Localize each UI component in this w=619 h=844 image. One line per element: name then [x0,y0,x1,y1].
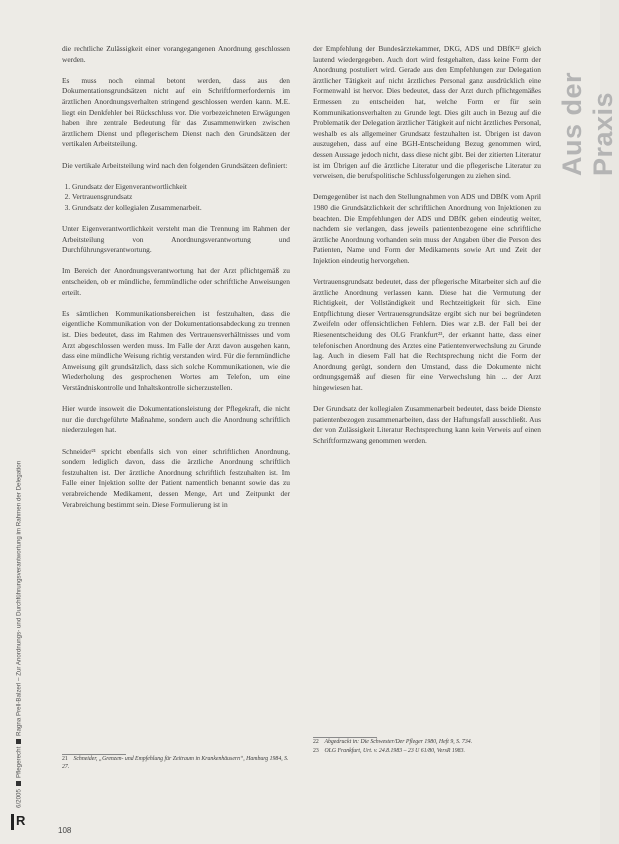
separator-square-icon [17,781,22,786]
issue-number: 6/2005 [15,789,23,808]
list-item: 2. Vertrauensgrundsatz [72,192,290,203]
journal-logo-icon [11,812,28,832]
paragraph: Im Bereich der Anordnungsverantwortung hat der Arzt pflichtgemäß zu entscheiden, ob er mündliche, fernmündliche oder schriftliche Anweisungen erteilt. [62,266,290,297]
footnote-divider [62,754,126,755]
paragraph: Unter Eigenverantwortlichkeit versteht man die Trennung im Rahmen der Arbeitsteilung von Anordnungsverantwortung und Durchführungsverantwortung. [62,224,290,255]
footnote-text: Schneider, „Grenzen- und Empfehlung für Zeitraum in Krankenhäusern“, Hamburg 1984, S. 27. [62,756,289,770]
footnote-text: Abgedruckt in: Die Schwester/Der Pfleger 1980, Heft 9, S. 734. [324,739,473,745]
separator-square-icon [17,739,22,744]
footnote-number: 22 [313,739,319,745]
footnote [313,748,541,756]
paragraph: Vertrauensgrundsatz bedeutet, dass der pflegerische Mitarbeiter sich auf die ärztliche Anordnung verlassen kann. Diese hat die Vermutung der Richtigkeit, der Vollständigkeit und Rechtzeitigkeit für sich. Eine Entpflichtung dieser Vertrauensgrundsätze ergibt sich nur bei begründeten Zweifeln oder offensichtlichen Fehlern. Dies war z.B. der Fall bei der Riesenentscheidung des OLG Frankfurt²³, der erkannt hatte, dass einer telefonischen Anordnung des Arztes eine Patientenverwechslung zu Grunde lag. Auch in diesem Fall hat die Rechtsprechung nicht die Form der Anordnung gerügt, sondern den Umstand, dass die Dokumente nicht ordnungsgemäß auf diesen für eine Verwechslung hin ... der Arzt hingewiesen hat. [313,277,541,392]
page-number: 108 [58,826,72,835]
left-column [62,44,290,521]
footnote-text: OLG Frankfurt, Urt. v. 24.8.1983 – 23 U 61/80, VersR 1983. [324,747,465,754]
journal-name: Pflegerecht [15,746,23,779]
footnote [313,739,541,747]
right-column [313,44,541,457]
paragraph: die rechtliche Zulässigkeit einer vorangegangenen Anordnung geschlossen werden. [62,44,290,64]
footnote-number: 23 [313,747,319,754]
paragraph: Die vertikale Arbeitsteilung wird nach den folgenden Grundsätzen definiert: [62,160,288,170]
list-item: 1. Grundsatz der Eigenverantwortlichkeit [72,182,290,193]
paragraph: Es sämtlichen Kommunikationsbereichen ist festzuhalten, dass die eigentliche Kommunikation von der Dokumentationsabdeckung zu trennen ist. Dies bedeutet, dass im Rahmen des Vertrauensverhältnisses und vom Arzt abgeschlossen werden muss. Im Falle der Arzt davon ausgehen kann, dass eine mündliche Weisung richtig verstanden wird. Für die fernmündliche Anweisung gilt grundsätzlich, dass sich solche Kommunikationen, wie die Wiederholung des gesprochenen Wortes am Telefon, um eine Verständniskontrolle und Inhaltskontrolle sicherzustellen. [62,308,290,392]
running-footer [12,424,26,808]
principles-list [62,182,290,214]
article-reference: Ragna Prell-Balzerl – Zur Anordnungs- und Durchführungsverantwortung im Rahmen der Delegation [15,460,23,736]
footnote [62,756,290,771]
footnote-divider [313,737,377,738]
paragraph: Demgegenüber ist nach den Stellungnahmen von ADS und DBfK vom April 1980 die Grundsätzlichkeit der schriftlichen Anordnung von Injektionen zu beachten. Die Empfehlungen der ADS und DBfK gehen eindeutig weiter, nachdem sie verlangen, dass jeweils patientenbezogene eine schriftliche ärztliche Anordnung vorhanden sein muss der Angaben über die Person des Patienten, Name und Form der Medikaments sowie Art und Zeit der Injektion eindeutig hervorgehen. [313,192,541,265]
footnotes-right [313,737,541,756]
paragraph: Schneider²¹ spricht ebenfalls sich von einer schriftlichen Anordnung, sondern lediglich davon, dass die ärztliche Anordnung schriftlich festzuhalten ist. Der ärztliche Anordnung schriftlich festzuhalten ist. Im Falle einer Injektion sollte der Patient namentlich benannt sowie das zu verabreichende Medikament, dessen Menge, Art und Zeitpunkt der Verabreichung bestimmt sein. Diese Formulierung ist in [62,446,290,509]
logo-bar [11,814,14,830]
paragraph: der Empfehlung der Bundesärztekammer, DKG, ADS und DBfK²² gleich lautend wiedergegeben. Auch dort wird festgehalten, dass keine Form der Anordnung postuliert wird. Gerade aus den Empfehlungen zur Delegation ärztlicher Tätigkeit auf nicht ärztliches Personal ganz ausdrücklich eine Formenwahl ist hervor. Dies bedeutet, dass der Arzt durch pflichtgemäßes Ermessen zu entscheiden hat, welche Form er für sein Kommunikationsverhalten zu Grunde legt. Dies gilt auch in Bezug auf die Problematik der Delegation ärztlicher Tätigkeit auf nicht ärztliches Personal, weshalb es als allgemeiner Grundsatz festzuhalten ist. Übrigen ist davon auszugehen, dass auf eine BGH-Entscheidung Bezug genommen wird, dessen Aussage jedoch nicht, dass diese nicht gibt. Bei der zitierten Literatur ist im Übrigen auf die ärztliche Literatur und die pflegerische Literatur zu verweisen, die berufspolitische Schlussfolgerungen zu ziehen sind. [313,44,541,181]
footnote-number: 21 [62,756,68,762]
paragraph: Hier wurde insoweit die Dokumentationsleistung der Pflegekraft, die nicht nur die durchgeführte Maßnahme, sondern auch die Anordnung schriftlich niederzulegen hat. [62,404,290,435]
paragraph: Der Grundsatz der kollegialen Zusammenarbeit bedeutet, dass beide Dienste patientenbezogen zusammenarbeiten, dass der Haftungsfall ausschließt. Aus der von Zulässigkeit Literatur Rechtsprechung kann kein Verweis auf einen Schriftformzwang genommen werden. [313,404,541,445]
list-item: 3. Grundsatz der kollegialen Zusammenarbeit. [72,203,290,214]
logo-letter: R [16,813,26,828]
section-title: Aus der Praxis [557,71,618,176]
paragraph: Es muss noch einmal betont werden, dass aus den Dokumentationsgrundsätzen nicht auf ein Schriftformerfordernis im ärztlichen Anordnungsverhalten stringend geschlossen werden kann. M.E. liegt ein Denkfehler bei Rückschluss vor. Die vorbezeichneten Erwägungen haben ihre zentrale Bedeutung für das Zusammenwirken zwischen ärztlichem Dienst und pflegerischem Dienst nach den Grundsätzen der vertikalen Arbeitsteilung. [62,75,290,149]
footnotes-left [62,754,290,772]
